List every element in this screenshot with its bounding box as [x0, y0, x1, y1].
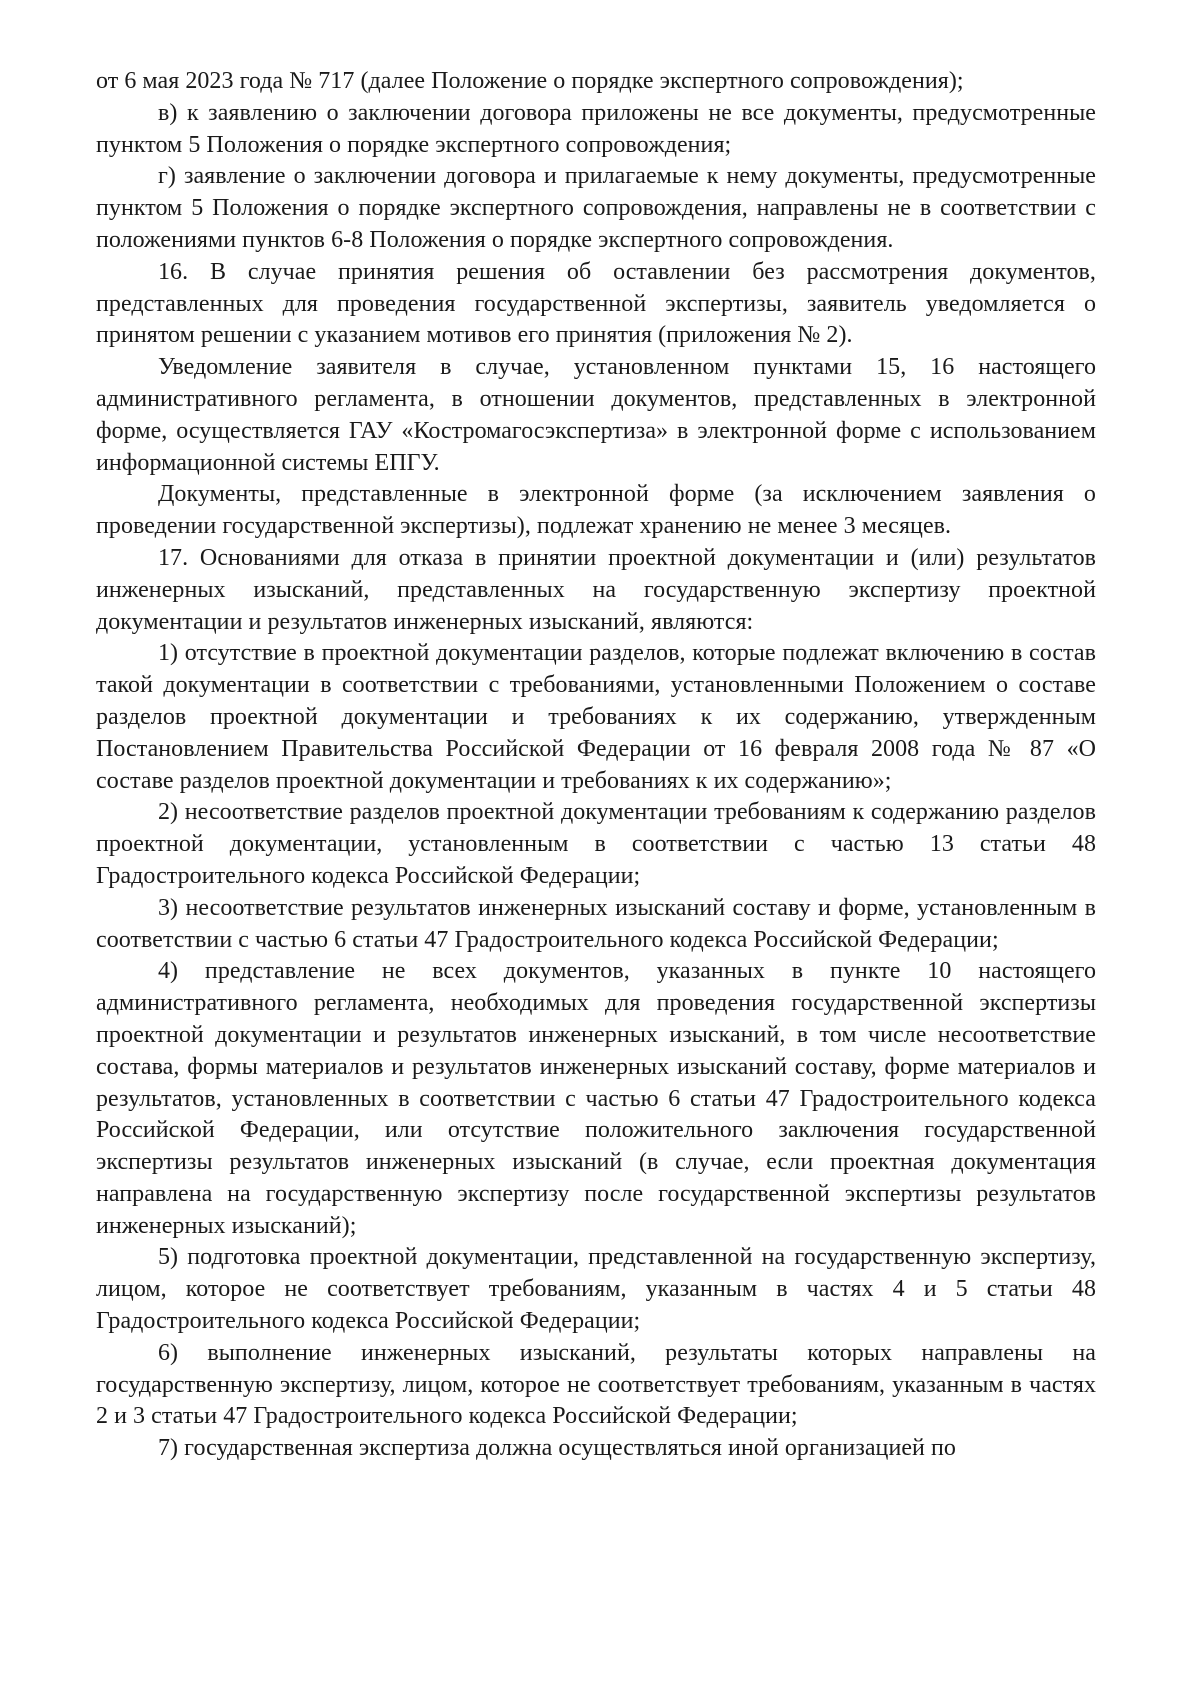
- paragraph-item-5: 5) подготовка проектной документации, представленной на государственную экспертизу, лицом, которое не соответствует требованиям, указанным в частях 4 и 5 статьи 48 Градостроительного кодекса Российской Федерации;: [96, 1244, 1096, 1335]
- paragraph-item-g: г) заявление о заключении договора и прилагаемые к нему документы, предусмотренные пунктом 5 Положения о порядке экспертного сопровождения, направлены не в соответствии с положениями пунктов 6-8 Положения о порядке экспертного сопровождения.: [96, 163, 1096, 253]
- paragraph-item-3: 3) несоответствие результатов инженерных изысканий составу и форме, установленным в соответствии с частью 6 статьи 47 Градостроительного кодекса Российской Федерации;: [96, 894, 1096, 953]
- paragraph-notification: Уведомление заявителя в случае, установленном пунктами 15, 16 настоящего административного регламента, в отношении документов, представленных в электронной форме, осуществляется ГАУ «Костромагосэкспертиза» в электронной форме с использованием информационной системы ЕПГУ.: [96, 354, 1096, 476]
- paragraph-item-6: 6) выполнение инженерных изысканий, результаты которых направлены на государственную экспертизу, лицом, которое не соответствует требованиям, указанным в частях 2 и 3 статьи 47 Градостроительного кодекса Российской Федерации;: [96, 1339, 1096, 1430]
- paragraph-clause-16: 16. В случае принятия решения об оставлении без рассмотрения документов, представленных для проведения государственной экспертизы, заявитель уведомляется о принятом решении с указанием мотивов его принятия (приложения № 2).: [96, 258, 1096, 349]
- paragraph-item-7: 7) государственная экспертиза должна осуществляться иной организацией по: [158, 1435, 956, 1462]
- paragraph-clause-17: 17. Основаниями для отказа в принятии проектной документации и (или) результатов инженерных изысканий, представленных на государственную экспертизу проектной документации и результатов инженерных изысканий, являются:: [96, 544, 1096, 635]
- paragraph-storage: Документы, представленные в электронной форме (за исключением заявления о проведении государственной экспертизы), подлежат хранению не менее 3 месяцев.: [96, 481, 1096, 540]
- paragraph-item-1: 1) отсутствие в проектной документации разделов, которые подлежат включению в состав такой документации в соответствии с требованиями, установленными Положением о составе разделов проектной документации и требованиях к их содержанию, утвержденным Постановлением Правительства Российской Федерации от 16 февраля 2008 года № 87 «О составе разделов проектной документации и требованиях к их содержанию»;: [96, 640, 1096, 794]
- paragraph-item-4: 4) представление не всех документов, указанных в пункте 10 настоящего административного регламента, необходимых для проведения государственной экспертизы проектной документации и результатов инженерных изысканий, в том числе несоответствие состава, формы материалов и результатов инженерных изысканий составу, форме материалов и результатов, установленных в соответствии с частью 6 статьи 47 Градостроительного кодекса Российской Федерации, или отсутствие положительного заключения государственной экспертизы результатов инженерных изысканий (в случае, если проектная документация направлена на государственную экспертизу после государственной экспертизы результатов инженерных изысканий);: [96, 958, 1096, 1239]
- paragraph-item-2: 2) несоответствие разделов проектной документации требованиям к содержанию разделов проектной документации, установленным в соответствии с частью 13 статьи 48 Градостроительного кодекса Российской Федерации;: [96, 799, 1096, 889]
- paragraph-item-v: в) к заявлению о заключении договора приложены не все документы, предусмотренные пунктом 5 Положения о порядке экспертного сопровождения;: [96, 99, 1096, 158]
- paragraph-continuation: от 6 мая 2023 года № 717 (далее Положение о порядке экспертного сопровождения);: [96, 68, 964, 94]
- document-body: [96, 66, 1096, 1465]
